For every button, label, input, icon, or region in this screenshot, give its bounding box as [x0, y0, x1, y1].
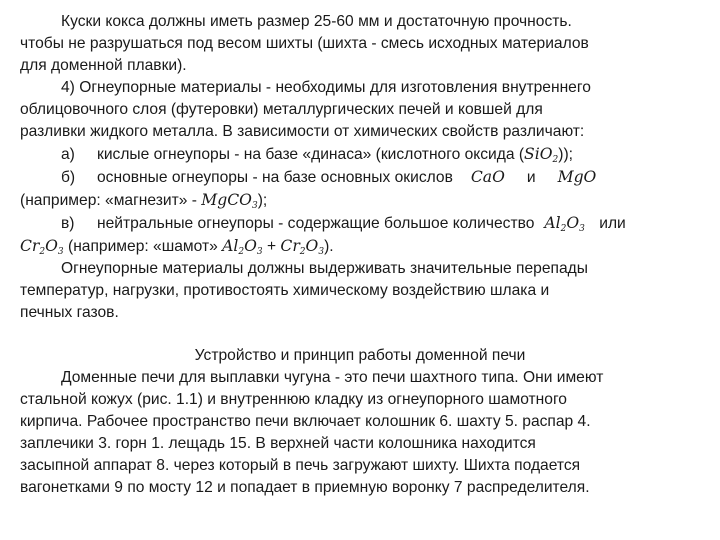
text-line: Куски кокса должны иметь размер 25-60 мм и достаточную прочность.: [61, 13, 572, 30]
list-item-v-cont: $Cr_2O_3$ (например: «шамот» $Al_2O_3 + Cr_2O_3$).: [20, 237, 334, 257]
text-line: разливки жидкого металла. В зависимости от химических свойств различают:: [20, 123, 585, 140]
text-line: облицовочного слоя (футеровки) металлургических печей и ковшей для: [20, 101, 543, 118]
formula-cao: CaO: [470, 168, 505, 186]
text-line: печных газов.: [20, 304, 119, 321]
formula-al2o3: $Al_2O_3$: [222, 237, 263, 257]
list-marker: в): [61, 215, 75, 232]
list-item-text: основные огнеупоры - на базе основных окислов: [97, 169, 453, 186]
text-line: засыпной аппарат 8. через который в печь загружают шихту. Шихта подается: [20, 457, 581, 474]
formula-mgco3: MgCO$_3$: [201, 191, 258, 211]
list-item-text: нейтральные огнеупоры - содержащие большое количество: [97, 215, 535, 232]
text-line: вагонетками 9 по мосту 12 и попадает в приемную воронку 7 распределителя.: [20, 479, 590, 496]
formula-cr2o3: $Cr_2O_3$: [280, 237, 325, 257]
list-item-v: в) нейтральные огнеупоры - содержащие большое количество $Al_2O_3$ или: [61, 214, 626, 234]
formula-cr2o3: $Cr_2O_3$: [20, 237, 64, 257]
text-line: температур, нагрузки, противостоять химическому воздействию шлака и: [20, 282, 550, 299]
formula-mgo: MgO: [557, 168, 597, 186]
text-line: Доменные печи для выплавки чугуна - это печи шахтного типа. Они имеют: [61, 369, 604, 386]
text-line: [20, 35, 696, 53]
text-line: кирпича. Рабочее пространство печи включает колошник 6. шахту 5. распар 4.: [20, 413, 591, 430]
formula-al2o3: $Al_2O_3$: [544, 214, 585, 234]
list-marker: б): [61, 169, 76, 186]
list-item-a: а) кислые огнеупоры - на базе «динаса» (кислотного оксида (SiO$_2$));: [61, 145, 573, 165]
section-heading: Устройство и принцип работы доменной печи: [194, 347, 526, 364]
text-line: Огнеупорные материалы должны выдерживать значительные перепады: [61, 260, 588, 277]
formula-sio2: SiO$_2$: [524, 145, 559, 165]
list-item-b-cont: (например: «магнезит» - MgCO$_3$);: [20, 191, 268, 211]
list-item-text: кислые огнеупоры - на базе «динаса» (кислотного оксида (: [97, 146, 525, 163]
list-item-b: б) основные огнеупоры - на базе основных окислов CaO и MgO: [61, 168, 597, 186]
text-line: для доменной плавки).: [20, 57, 187, 74]
text-line: стальной кожух (рис. 1.1) и внутреннюю кладку из огнеупорного шамотного: [20, 391, 567, 408]
list-marker: а): [61, 146, 75, 163]
text-span: чтобы не разрушаться под весом шихты (шихта - смесь исходных материалов: [20, 35, 589, 52]
text-line: 4) Огнеупорные материалы - необходимы для изготовления внутреннего: [61, 79, 591, 96]
text-line: заплечики 3. горн 1. лещадь 15. В верхней части колошника находится: [20, 435, 536, 452]
